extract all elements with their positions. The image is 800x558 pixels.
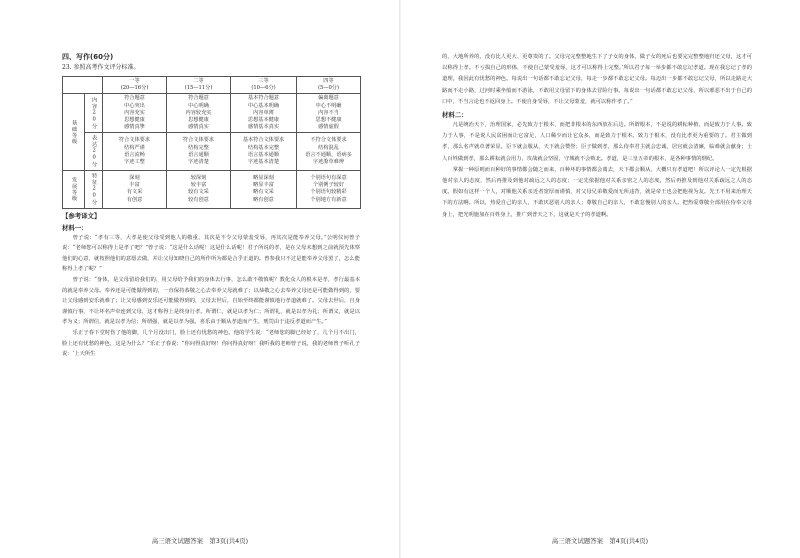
feature-label: 特征20分 — [85, 171, 103, 209]
content-cell: 基本符合题意 中心基本明确 内容单薄 思想基本健康 感情基本真实 — [231, 94, 297, 133]
expression-row — [63, 133, 361, 171]
material-1-label: 材料一： — [62, 223, 88, 232]
scoring-note: 23. 参照高考作文评分标准。 — [62, 64, 140, 71]
level-header: 一等 (20—16分) — [103, 77, 167, 94]
expression-cell: 符合文体要求 结构严谨 语言流畅 字迹工整 — [103, 133, 167, 171]
expression-cell: 基本符合文体要求 结构基本完整 语言基本通顺 字迹基本清楚 — [231, 133, 297, 171]
paragraph: 乐正子春下堂时伤了他的脚，几个月没出门，脸上还有忧愁的神色。他的学生说：“老师您的脚已经好了，几个月不出门，脸上还有忧愁的神色，这是为什么？”乐正子春说：“你问得真好呀！你问得真好呀！我听我的老师曾子说，我的老师曾子听孔子说：‘上天所生 — [62, 329, 360, 358]
page-footer: 高三语文试题答案 第4页(共4页) — [551, 537, 649, 545]
feature-cell: 个别语句有深意 个别例子较好 个别语句较精彩 个别地方有新意 — [297, 171, 361, 209]
paragraph: 掌握一种原则而百种好的事情都会随之而来，百种坏的事情都会离去，天下都会顺从，大概只有孝道吧！所以评论人一定先根据他对亲人的态度，然后再推及到他对疏远之人的态度；一定先依据他对关系亲密之人的态度，然后再推及到他对关系疏远之人的态度。假如有这样一个人，对顺他关系亲近者宽厚而谨慎，对父母兄弟敬爱而无所违背，就是帝王也会把他视为友。先王不用来治理天下的方法啊。所以，热爱自己的亲人，不敢厌恶别人的亲人；尊敬自己的亲人，不敢怠慢别人的亲人。把热爱尊敬全部用在侍奉父母身上，把光明施加在百姓身上，推广到普天之下，这就是天子的孝道啊。 — [442, 166, 752, 218]
develop-level-label: 发展等级 — [63, 171, 85, 209]
page-right — [400, 0, 800, 558]
level-header: 三等 (10—6分) — [231, 77, 297, 94]
basic-level-label: 基础等级 — [63, 94, 85, 171]
page-footer: 高三语文试题答案 第3页(共4页) — [151, 537, 249, 545]
corner-cell — [63, 77, 103, 94]
content-label: 内容20分 — [85, 94, 103, 133]
page-3-content — [62, 52, 360, 360]
content-cell: 偏离题意 中心不明确 内容不当 思想不健康 感情虚假 — [297, 94, 361, 133]
paragraph: 曾子说：“孝有三等，大孝是使父母受到他人的敬重，其次是不令父母蒙羞受辱，再其次是能奉养父母。”公明仪问曾子说：“老师您可以称得上是孝了吧？”曾子说：“这是什么话呢！这是什么话呢！君子所说的孝，是在父母未想到之前就预先体察他们的心意，就按照他们的意愿去做，并让父母知晓自己的所作所为都是合乎正道的。曾参我只不过是能奉养父母罢了，怎么能称得上孝了呢？” — [62, 234, 360, 273]
content-cell: 符合题意 中心明确 内容较充实 思想健康 感情真实 — [167, 94, 231, 133]
translation-heading: 【参考译文】 — [62, 211, 101, 220]
grading-table — [62, 76, 361, 209]
page-4-content — [442, 52, 752, 221]
grade-header-row — [63, 77, 361, 94]
expression-cell: 不符合文体要求 结构混乱 语言不通顺，语病多 字迹潦草难辨 — [297, 133, 361, 171]
section-heading: 四、写作(60分) — [62, 53, 114, 61]
feature-row — [63, 171, 361, 209]
level-header: 四等 (5—0分) — [297, 77, 361, 94]
feature-cell: 略显深刻 略显丰富 略有文采 略有创意 — [231, 171, 297, 209]
material-2-label: 材料二： — [442, 111, 468, 120]
content-row — [63, 94, 361, 133]
feature-cell: 深刻 丰富 有文采 有创意 — [103, 171, 167, 209]
level-header: 二等 (15—11分) — [167, 77, 231, 94]
paragraph: 曾子说：“身体，是父母留给我们的，用父母给予我们的身体去行事，怎么敢不敬慎呢？教化众人的根本是孝，孝行最基本的就是奉养父母。奉养还是可能做得到的，一直保持恭敬之心去奉养父母就难了；以恭敬之心去奉养父母还是可能做得到的，要让父母感到安乐就难了；让父母感到安乐还可能做得到的，父母去世后，自始至终都能谨慎地行孝道就难了。父母去世后，自身谨慎行事，不让坏名声牵连到父母，这才称得上是终身行孝。所谓仁，就是以孝为仁；所谓礼，就是以孝为礼；所谓义，就是以孝为义；所谓信，就是以孝为信；所谓强，就是以孝为强。喜乐由于顺从孝道而产生，刑罚由于违反孝道而产生。” — [62, 277, 360, 326]
content-cell: 符合题意 中心突出 内容充实 思想健康 感情真挚 — [103, 94, 167, 133]
expression-cell: 符合文体要求 结构完整 语言通顺 字迹清楚 — [167, 133, 231, 171]
paragraph: 的，大地所养的，没有比人更大、更尊贵的了。父母完完整整地生下了子女的身体，做子女的死后也要完完整整地归还父母，这才可以称得上孝。不亏损自己的形体，不使自己蒙受羞辱，这才可以称得上完整。’所以君子每一举步都不敢忘记孝道。现在我忘记了孝的道理，我因此有忧愁的神色。每说出一句话都不敢忘记父母，每走一步都不敢忘记父母。每迈出一步都不敢忘记父母，所以走路走大路而不走小路，过河时乘坐船而不游泳，不敢用父母留下的身体去冒险行事。每说出一句话都不敢忘记父母，所以邪恶不出于自己的口中，不当言论也不返回身上。不使自身受辱，不让父母蒙羞，就可以称作孝了。” — [442, 54, 752, 105]
expression-label: 表达20分 — [85, 133, 103, 171]
paragraph: 凡是统治天下，治理国家，必先致力于根本，而把非根本的东西放在后边。所谓根本，不是说的耕耘种植，而是致力于人事。致力于人事，不是说人民贫困而让它富足，人口稀少而让它众多，而是致力于根本。致力于根本，没有比孝更为重要的了。君主做到孝，那么名声就卓著荣显，臣下就会服从，天下就会赞誉；臣子做到孝，那么侍奉君主就会忠诚，居官就会清廉，临难就会献身；士人百姓做到孝，那么耕耘就会用力，攻战就会坚固，守城就不会败北。孝道，是三皇五帝的根本，是各种事情的纲纪。 — [442, 122, 752, 162]
feature-cell: 较深刻 较丰富 较有文采 较有创意 — [167, 171, 231, 209]
